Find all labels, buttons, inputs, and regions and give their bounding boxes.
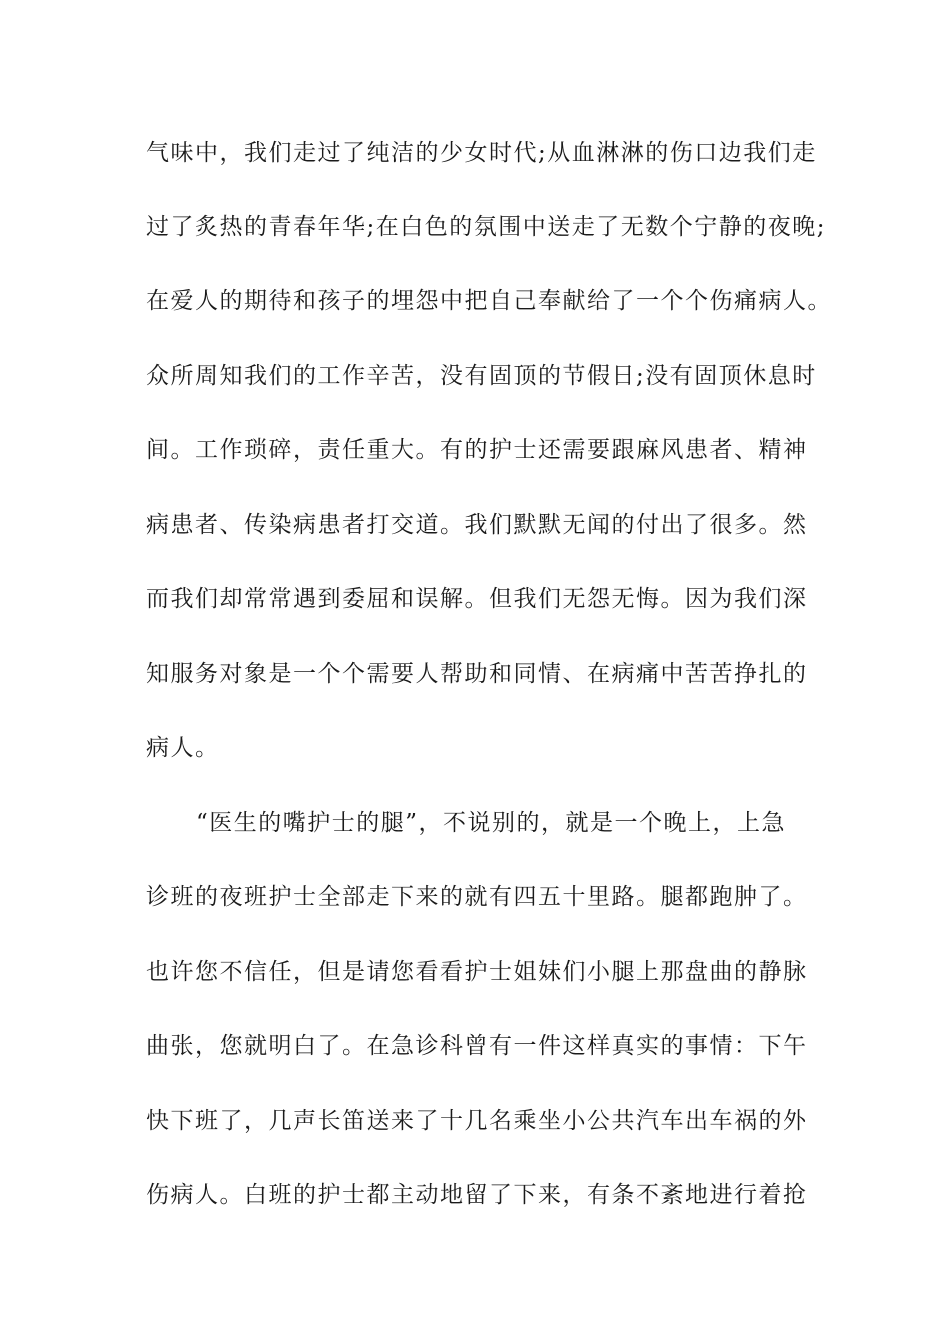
- text-line: 也许您不信任，但是请您看看护士姐妹们小腿上那盘曲的静脉: [146, 959, 808, 985]
- text-line: 在爱人的期待和孩子的埋怨中把自己奉献给了一个个伤痛病人。: [146, 288, 832, 314]
- text-line: 快下班了，几声长笛送来了十几名乘坐小公共汽车出车祸的外: [146, 1108, 808, 1134]
- paragraph-first-line: “医生的嘴护士的腿”，不说别的，就是一个晚上，上急: [196, 810, 787, 836]
- text-line: 知服务对象是一个个需要人帮助和同情、在病痛中苦苦挣扎的: [146, 661, 808, 687]
- text-line: 气味中，我们走过了纯洁的少女时代;从血淋淋的伤口边我们走: [146, 140, 817, 166]
- text-line: 病患者、传染病患者打交道。我们默默无闻的付出了很多。然: [146, 512, 808, 538]
- text-line: 伤病人。白班的护士都主动地留了下来，有条不紊地进行着抢: [146, 1182, 808, 1208]
- text-line: 诊班的夜班护士全部走下来的就有四五十里路。腿都跑肿了。: [146, 884, 808, 910]
- text-line: 而我们却常常遇到委屈和误解。但我们无怨无悔。因为我们深: [146, 586, 808, 612]
- text-line: 曲张，您就明白了。在急诊科曾有一件这样真实的事情：下午: [146, 1033, 808, 1059]
- text-line: 病人。: [146, 735, 220, 761]
- text-line: 间。工作琐碎，责任重大。有的护士还需要跟麻风患者、精神: [146, 437, 808, 463]
- text-line: 众所周知我们的工作辛苦，没有固顶的节假日;没有固顶休息时: [146, 363, 817, 389]
- text-line: 过了炙热的青春年华;在白色的氛围中送走了无数个宁静的夜晚;: [146, 214, 826, 240]
